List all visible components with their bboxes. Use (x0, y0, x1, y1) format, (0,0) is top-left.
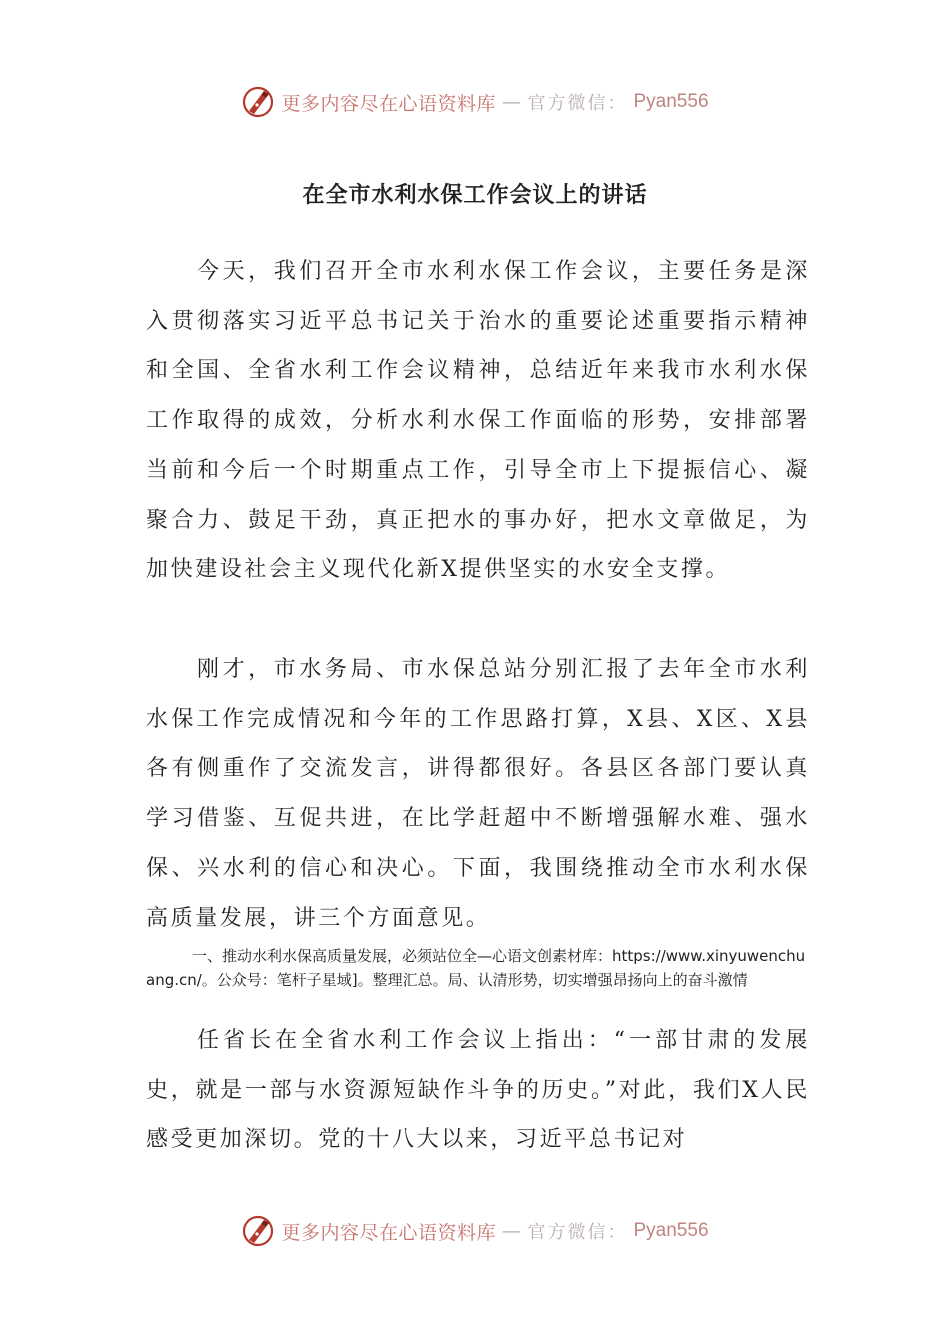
banner-dash: — (502, 91, 522, 113)
banner-content (241, 85, 708, 119)
pen-nib-logo-icon (241, 1214, 275, 1248)
pen-nib-logo-icon (241, 85, 275, 119)
header-banner (0, 82, 950, 122)
banner-label: 官方微信： (527, 1222, 628, 1243)
paragraph-section-1: 任省长在全省水利工作会议上指出：“一部甘肃的发展史，就是一部与水资源短缺作斗争的历史。”对此，我们X人民感受更加深切。党的十八大以来，习近平总书记对 (146, 1028, 810, 1153)
banner-wechat-id: Pyan556 (633, 1220, 709, 1241)
banner-dash: — (502, 1220, 522, 1242)
banner-content (241, 1214, 708, 1248)
paragraph-reports: 刚才，市水务局、市水保总站分别汇报了去年全市水利水保工作完成情况和今年的工作思路打算，X县、X区、X县各有侧重作了交流发言，讲得都很好。各县区各部门要认真学习借鉴、互促共进，在比学赶超中不断增强解水难、强水保、兴水利的信心和决心。下面，我围绕推动全市水利水保高质量发展，讲三个方面意见。 (146, 657, 810, 931)
banner-wechat-id: Pyan556 (633, 91, 709, 112)
footer-banner (0, 1211, 950, 1251)
banner-slogan: 更多内容尽在心语资料库 (281, 92, 496, 115)
banner-label: 官方微信： (527, 93, 628, 114)
section-heading-1: 一、推动水利水保高质量发展，必须站位全—心语文创素材库：https://www.xinyuwenchuang.cn/。公众号：笔杆子星域]。整理汇总。局、认清形势，切实增强昂扬向上的奋斗激情 (146, 947, 806, 989)
document-title: 在全市水利水保工作会议上的讲话 (302, 183, 648, 208)
paragraph-intro: 今天，我们召开全市水利水保工作会议，主要任务是深入贯彻落实习近平总书记关于治水的重要论述重要指示精神和全国、全省水利工作会议精神，总结近年来我市水利水保工作取得的成效，分析水利水保工作面临的形势，安排部署当前和今后一个时期重点工作，引导全市上下提振信心、凝聚合力、鼓足干劲，真正把水的事办好，把水文章做足，为加快建设社会主义现代化新X提供坚实的水安全支撑。 (146, 259, 810, 583)
banner-slogan: 更多内容尽在心语资料库 (281, 1221, 496, 1244)
